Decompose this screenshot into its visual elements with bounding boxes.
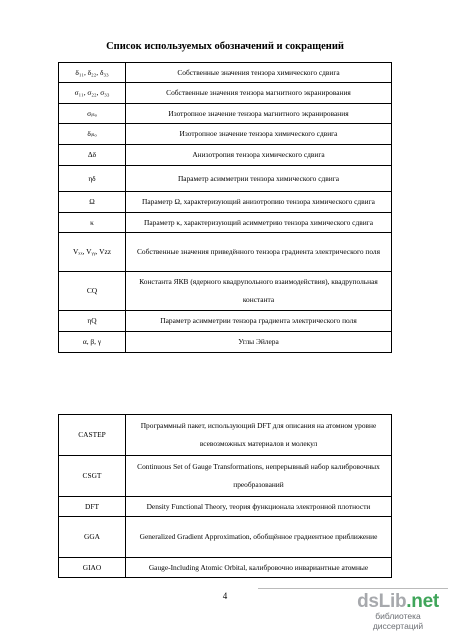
description-cell: Константа ЯКВ (ядерного квадрупольного взаимодействия), квадрупольная константа — [126, 272, 392, 311]
description-cell: Continuous Set of Gauge Transformations, непрерывный набор калибровочных преобразований — [126, 456, 392, 497]
table-row — [59, 497, 392, 517]
watermark — [350, 591, 446, 631]
description-cell: Углы Эйлера — [126, 332, 392, 353]
description-cell: Параметр асимметрии тензора градиента электрического поля — [126, 311, 392, 332]
abbreviation-cell: CASTEP — [59, 415, 126, 456]
table-row — [59, 233, 392, 272]
page-number: 4 — [222, 591, 228, 601]
symbols-table — [58, 62, 392, 353]
table-row — [59, 517, 392, 558]
abbreviation-cell: GGA — [59, 517, 126, 558]
description-cell: Параметр асимметрии тензора химического сдвига — [126, 166, 392, 192]
table-row — [59, 104, 392, 124]
footer-divider — [258, 588, 448, 589]
table-row — [59, 415, 392, 456]
description-cell: Параметр κ, характеризующий асимметрию тензора химического сдвига — [126, 213, 392, 233]
description-cell: Параметр Ω, характеризующий анизотропию тензора химического сдвига — [126, 192, 392, 213]
symbol-cell: CQ — [59, 272, 126, 311]
table-row — [59, 272, 392, 311]
description-cell: Generalized Gradient Approximation, обобщённое градиентное приближение — [126, 517, 392, 558]
description-cell: Собственные значения тензора магнитного экранирования — [126, 83, 392, 104]
table-row — [59, 124, 392, 145]
table-row — [59, 456, 392, 497]
table-row — [59, 166, 392, 192]
symbol-cell: σ₁₁, σ₂₂, σ₃₃ — [59, 83, 126, 104]
table-row — [59, 332, 392, 353]
description-cell: Gauge-Including Atomic Orbital, калибровочно инвариантные атомные — [126, 558, 392, 578]
table-row — [59, 213, 392, 233]
watermark-logo — [350, 591, 446, 613]
symbol-cell: δᵢₛₒ — [59, 124, 126, 145]
table-row — [59, 192, 392, 213]
description-cell: Изотропное значение тензора магнитного экранирования — [126, 104, 392, 124]
abbreviation-cell: GIAO — [59, 558, 126, 578]
symbol-cell: κ — [59, 213, 126, 233]
table-row — [59, 63, 392, 83]
watermark-logo-tld: .net — [406, 591, 439, 612]
table-row — [59, 311, 392, 332]
description-cell: Изотропное значение тензора химического сдвига — [126, 124, 392, 145]
table-row — [59, 558, 392, 578]
table-row — [59, 83, 392, 104]
table-row — [59, 145, 392, 166]
abbreviations-table — [58, 414, 392, 578]
symbol-cell: Ω — [59, 192, 126, 213]
symbol-cell: ηδ — [59, 166, 126, 192]
description-cell: Собственные значения тензора химического сдвига — [126, 63, 392, 83]
description-cell: Собственные значения приведённого тензора градиента электрического поля — [126, 233, 392, 272]
symbol-cell: α, β, γ — [59, 332, 126, 353]
description-cell: Программный пакет, использующий DFT для описания на атомном уровне всевозможных материалов и молекул — [126, 415, 392, 456]
symbol-cell: Δδ — [59, 145, 126, 166]
watermark-logo-main: dsLib — [357, 591, 407, 612]
symbol-cell: σᵢₛₒ — [59, 104, 126, 124]
abbreviation-cell: DFT — [59, 497, 126, 517]
abbreviation-cell: CSGT — [59, 456, 126, 497]
symbol-cell: Vₓₓ, Vᵧᵧ, Vzz — [59, 233, 126, 272]
description-cell: Density Functional Theory, теория функционала электронной плотности — [126, 497, 392, 517]
watermark-subtitle: библиотека диссертаций — [372, 611, 424, 631]
symbol-cell: δ₁₁, δ₂₂, δ₃₃ — [59, 63, 126, 83]
symbol-cell: ηQ — [59, 311, 126, 332]
page-title: Список используемых обозначений и сокращений — [106, 41, 344, 52]
description-cell: Анизотропия тензора химического сдвига — [126, 145, 392, 166]
